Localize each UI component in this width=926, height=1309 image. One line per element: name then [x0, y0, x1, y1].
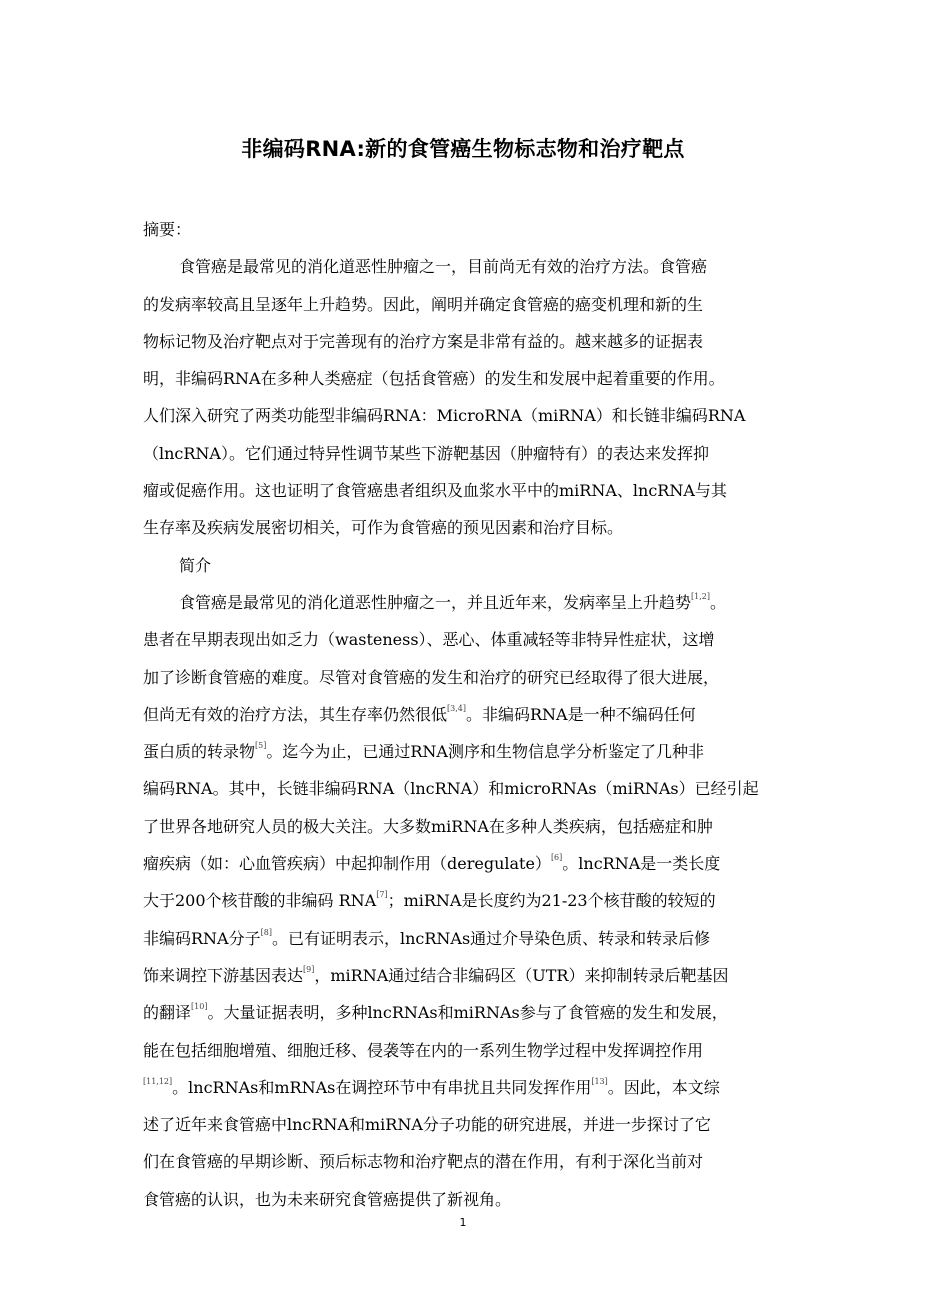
intro-line [143, 1106, 791, 1143]
text-run: 的翻译 [143, 1003, 192, 1023]
intro-line [143, 1032, 791, 1069]
text-run: 述了近年来食管癌中lncRNA和miRNA分子功能的研究进展，并进一步探讨了它 [143, 1115, 711, 1135]
intro-line [143, 621, 791, 658]
text-run: 编码RNA。其中，长链非编码RNA（lncRNA）和microRNAs（miRNAs）已经引起 [143, 779, 759, 799]
citation-reference: [6] [550, 853, 563, 863]
text-run: 。因此，本文综 [607, 1077, 720, 1097]
citation-reference: [3,4] [447, 703, 466, 713]
intro-line [143, 957, 791, 994]
citation-reference: [9] [303, 964, 315, 974]
text-run: 们在食管癌的早期诊断、预后标志物和治疗靶点的潜在作用，有利于深化当前对 [143, 1152, 704, 1172]
intro-paragraph [143, 584, 791, 1218]
abstract-line: 生存率及疾病发展密切相关，可作为食管癌的预见因素和治疗目标。 [143, 518, 624, 538]
text-run: 加了诊断食管癌的难度。尽管对食管癌的发生和治疗的研究已经取得了很大进展， [143, 667, 720, 687]
intro-line [143, 733, 791, 770]
document-body [143, 211, 791, 1218]
abstract-line: 物标记物及治疗靶点对于完善现有的治疗方案是非常有益的。越来越多的证据表 [143, 331, 704, 351]
citation-reference: [5] [255, 741, 267, 751]
abstract-line: 人们深入研究了两类功能型非编码RNA：MicroRNA（miRNA）和长链非编码RNA [143, 406, 746, 426]
intro-line [143, 994, 791, 1031]
text-run: 但尚无有效的治疗方法，其生存率仍然很低 [143, 704, 448, 724]
text-run: 能在包括细胞增殖、细胞迁移、侵袭等在内的一系列生物学过程中发挥调控作用 [143, 1040, 704, 1060]
intro-heading: 简介 [179, 555, 212, 575]
intro-line [143, 584, 791, 621]
intro-line [143, 808, 791, 845]
text-run: 了世界各地研究人员的极大关注。大多数miRNA在多种人类疾病，包括癌症和肿 [143, 816, 713, 836]
citation-reference: [13] [591, 1076, 608, 1086]
citation-reference: [8] [260, 927, 272, 937]
intro-line [143, 1143, 791, 1180]
document-title: 非编码RNA:新的食管癌生物标志物和治疗靶点 [241, 137, 685, 161]
text-run: 。lncRNA是一类长度 [562, 854, 721, 874]
citation-reference: [10] [191, 1002, 208, 1012]
citation-reference: [7] [376, 890, 388, 900]
citation-reference: [11,12] [143, 1076, 173, 1086]
intro-line [143, 1069, 791, 1106]
text-run: 饰来调控下游基因表达 [143, 965, 304, 985]
text-run: ，miRNA通过结合非编码区（UTR）来抑制转录后靶基因 [314, 965, 729, 985]
text-run: 。非编码RNA是一种不编码任何 [465, 704, 696, 724]
abstract-line: 食管癌是最常见的消化道恶性肿瘤之一，目前尚无有效的治疗方法。食管癌 [179, 257, 708, 277]
text-run: 食管癌是最常见的消化道恶性肿瘤之一，并且近年来，发病率呈上升趋势 [179, 592, 692, 612]
text-run: 大于200个核苷酸的非编码 RNA [143, 891, 377, 911]
text-run: 。lncRNAs和mRNAs在调控环节中有串扰且共同发挥作用 [172, 1077, 592, 1097]
intro-line [143, 882, 791, 919]
intro-line [143, 920, 791, 957]
citation-reference: [1,2] [691, 591, 710, 601]
intro-line [143, 845, 791, 882]
text-run: 。迄今为止，已通过RNA测序和生物信息学分析鉴定了几种非 [266, 742, 704, 762]
text-run: ；miRNA是长度约为21-23个核苷酸的较短的 [387, 891, 716, 911]
intro-line [143, 659, 791, 696]
text-run: 。 [709, 592, 726, 612]
page-number: 1 [459, 1216, 467, 1229]
intro-line [143, 770, 791, 807]
text-run: 。大量证据表明，多种lncRNAs和miRNAs参与了食管癌的发生和发展， [207, 1003, 728, 1023]
abstract-heading: 摘要： [143, 220, 192, 239]
text-run: 非编码RNA分子 [143, 928, 261, 948]
text-run: 蛋白质的转录物 [143, 742, 256, 762]
text-run: 。已有证明表示，lncRNAs通过介导染色质、转录和转录后修 [271, 928, 711, 948]
text-run: 患者在早期表现出如乏力（wasteness）、恶心、体重减轻等非特异性症状，这增 [143, 630, 715, 650]
text-run: 瘤疾病（如：心血管疾病）中起抑制作用（deregulate） [143, 854, 551, 874]
abstract-line: 瘤或促癌作用。这也证明了食管癌患者组织及血浆水平中的miRNA、lncRNA与其 [143, 481, 727, 501]
text-run: 食管癌的认识，也为未来研究食管癌提供了新视角。 [143, 1189, 512, 1209]
abstract-line: 的发病率较高且呈逐年上升趋势。因此，阐明并确定食管癌的癌变机理和新的生 [143, 294, 704, 314]
abstract-line: 明，非编码RNA在多种人类癌症（包括食管癌）的发生和发展中起着重要的作用。 [143, 369, 725, 389]
intro-line [143, 696, 791, 733]
abstract-paragraph [143, 248, 791, 546]
abstract-line: （lncRNA）。它们通过特异性调节某些下游靶基因（肿瘤特有）的表达来发挥抑 [143, 443, 709, 463]
intro-line [143, 1181, 791, 1218]
